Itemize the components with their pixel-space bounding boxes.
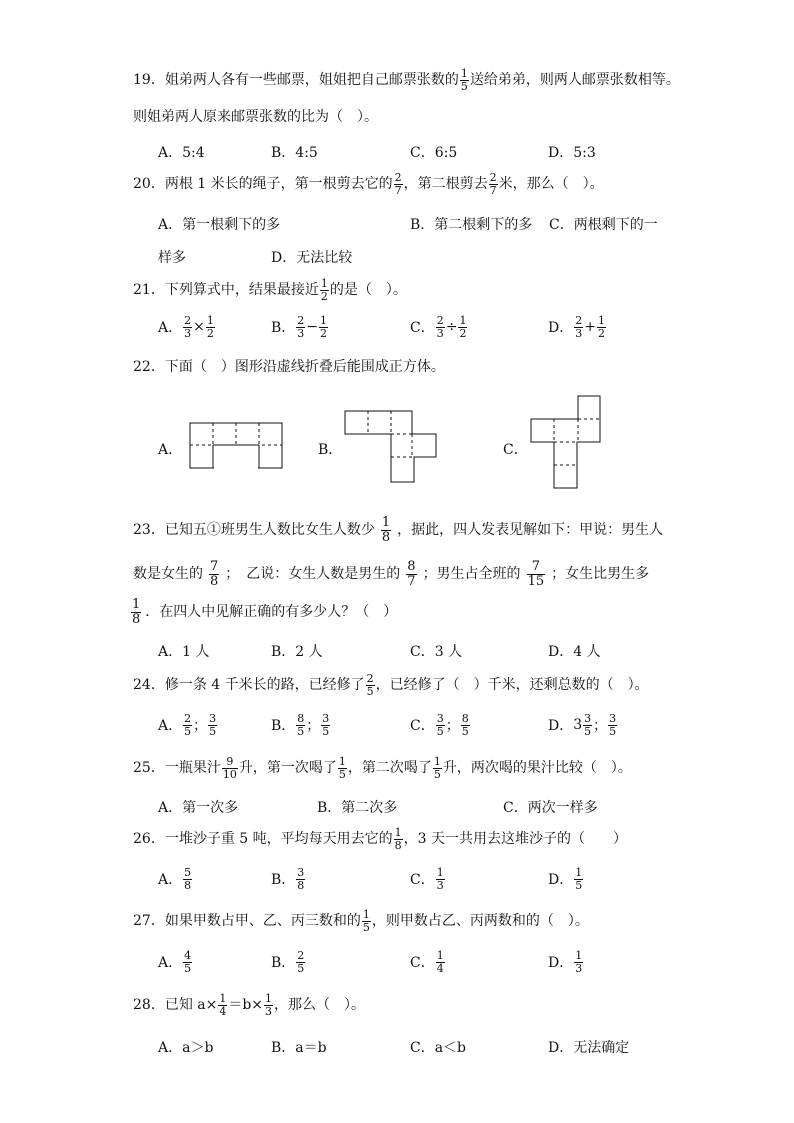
q25-option-a[interactable]: A．第一次多	[158, 800, 239, 816]
q19-option-b[interactable]: B．4:5	[271, 145, 318, 161]
q21-stem: 21．下列算式中，结果最接近 $\frac{1}{2}$ 的是（ ）。	[133, 277, 407, 303]
q21-option-a[interactable]: A． $\frac{2}{3}$ × $\frac{1}{2}$	[158, 314, 214, 340]
q19-option-a[interactable]: A．5:4	[158, 145, 205, 161]
q20-option-d[interactable]: D．无法比较	[271, 250, 353, 266]
q27-option-b[interactable]: B． $\frac{2}{5}$	[271, 949, 305, 975]
fraction: $\frac{2}{7}$	[489, 171, 497, 197]
q24-option-c[interactable]: C． $\frac{3}{5}$ ； $\frac{8}{5}$	[410, 712, 469, 738]
q22-net-c	[529, 395, 605, 493]
q25-option-c[interactable]: C．两次一样多	[503, 800, 598, 816]
q22-net-a	[186, 418, 286, 472]
q21-option-d[interactable]: D． $\frac{2}{3}$ + $\frac{1}{2}$	[548, 314, 605, 340]
q20-option-c[interactable]: C．两根剩下的一	[549, 217, 658, 233]
q28-option-d[interactable]: D．无法确定	[548, 1040, 630, 1056]
q27-stem: 27．如果甲数占甲、乙、丙三数和的 $\frac{1}{5}$ ，则甲数占乙、丙两数和的（ ）。	[133, 908, 589, 934]
q26-option-a[interactable]: A． $\frac{5}{8}$	[158, 866, 192, 892]
q23-option-b[interactable]: B．2 人	[271, 644, 323, 660]
q23-stem-line2: 数是女生的 $\frac{7}{8}$ ； 乙说：女生人数是男生的 $\frac{8}{7}$ ；男生占全班的 $\frac{7}{15}$ ；女生比男生多	[133, 559, 650, 589]
q25-stem: 25．一瓶果汁 $\frac{9}{10}$ 升，第一次喝了 $\frac{1}{5}$ ，第二次喝了 $\frac{1}{5}$ 升，两次喝的果汁比较（ ）。	[133, 755, 632, 781]
q20-option-a[interactable]: A．第一根剩下的多	[158, 217, 281, 233]
q24-option-d[interactable]: D． 3 $\frac{3}{5}$ ； $\frac{3}{5}$	[548, 712, 617, 738]
q22-option-a[interactable]: A．	[158, 442, 183, 458]
q28-option-a[interactable]: A．a＞b	[158, 1040, 214, 1056]
q26-option-d[interactable]: D． $\frac{1}{5}$	[548, 866, 583, 892]
q26-option-b[interactable]: B． $\frac{3}{8}$	[271, 866, 305, 892]
q23-option-a[interactable]: A．1 人	[158, 644, 210, 660]
fraction: $\frac{1}{2}$	[320, 277, 328, 303]
q25-option-b[interactable]: B．第二次多	[317, 800, 398, 816]
q26-option-c[interactable]: C． $\frac{1}{3}$	[410, 866, 444, 892]
q27-option-a[interactable]: A． $\frac{4}{5}$	[158, 949, 192, 975]
q23-option-c[interactable]: C．3 人	[410, 644, 463, 660]
q22-stem: 22．下面（ ）图形沿虚线折叠后能围成正方体。	[133, 359, 445, 375]
q21-option-b[interactable]: B． $\frac{2}{3}$ − $\frac{1}{2}$	[271, 314, 328, 340]
q28-option-b[interactable]: B．a＝b	[271, 1040, 327, 1056]
q23-stem-line3: $\frac{1}{8}$ ．在四人中见解正确的有多少人？（ ）	[132, 597, 398, 627]
q23-option-d[interactable]: D．4 人	[548, 644, 601, 660]
q22-option-c[interactable]: C．	[503, 442, 528, 458]
q24-stem: 24．修一条 4 千米长的路，已经修了 $\frac{2}{5}$ ，已经修了（ ）千米，还剩总数的（ ）。	[133, 672, 649, 698]
q26-stem: 26．一堆沙子重 5 吨，平均每天用去它的 $\frac{1}{8}$ ，3 天一共用去这堆沙子的（ ）	[133, 826, 627, 852]
q21-option-c[interactable]: C． $\frac{2}{3}$ ÷ $\frac{1}{2}$	[410, 314, 467, 340]
q23-stem-line1: 23．已知五①班男生人数比女生人数少 $\frac{1}{8}$ ，据此，四人发表见解如下：甲说：男生人	[133, 515, 664, 545]
q24-option-a[interactable]: A． $\frac{2}{5}$ ； $\frac{3}{5}$	[158, 712, 217, 738]
q28-option-c[interactable]: C．a＜b	[410, 1040, 467, 1056]
q19-option-d[interactable]: D．5:3	[548, 145, 596, 161]
q20-stem: 20．两根 1 米长的绳子，第一根剪去它的 $\frac{2}{7}$ ，第二根剪去 $\frac{2}{7}$ 米，那么（ ）。	[133, 171, 604, 197]
q20-option-c-cont[interactable]: 样多	[158, 250, 186, 266]
q27-option-d[interactable]: D． $\frac{1}{3}$	[548, 949, 583, 975]
q24-option-b[interactable]: B． $\frac{8}{5}$ ； $\frac{3}{5}$	[271, 712, 330, 738]
q20-option-b[interactable]: B．第二根剩下的多	[410, 217, 533, 233]
q28-stem: 28．已知 a× $\frac{1}{4}$ ＝b× $\frac{1}{3}$ ，那么（ ）。	[133, 992, 366, 1018]
q27-option-c[interactable]: C． $\frac{1}{4}$	[410, 949, 444, 975]
fraction: $\frac{1}{5}$	[460, 67, 468, 93]
fraction: $\frac{2}{7}$	[394, 171, 402, 197]
q22-net-b	[343, 410, 443, 486]
q19-stem-line2: 则姐弟两人原来邮票张数的比为（ ）。	[133, 109, 378, 125]
q19-option-c[interactable]: C．6:5	[410, 145, 458, 161]
q22-option-b[interactable]: B．	[318, 442, 343, 458]
q19-stem: 19．姐弟两人各有一些邮票，姐姐把自己邮票张数的 $\frac{1}{5}$ 送给弟弟，则两人邮票张数相等。	[133, 67, 680, 93]
